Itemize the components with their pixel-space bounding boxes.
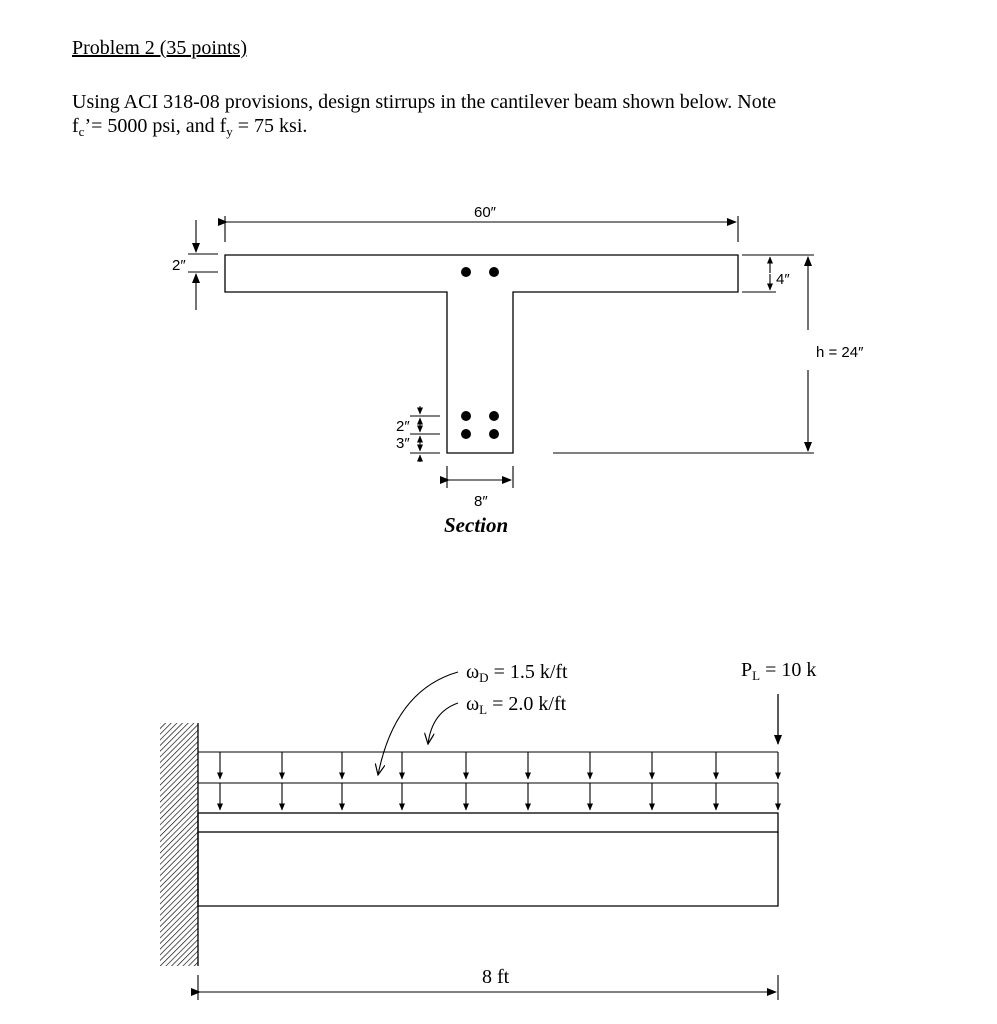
dim-top-cover bbox=[188, 220, 218, 310]
t-section bbox=[225, 255, 738, 453]
web-width-label: 8″ bbox=[474, 493, 488, 510]
dead-load-value: = 1.5 k/ft bbox=[488, 661, 568, 683]
cantilever-beam bbox=[198, 813, 778, 906]
section-caption: Section bbox=[444, 513, 509, 537]
distributed-loads bbox=[198, 752, 778, 783]
top-cover-label: 2″ bbox=[172, 257, 186, 274]
rebar-dot bbox=[461, 267, 471, 277]
dead-load-label bbox=[466, 661, 568, 685]
bottom-cover-label: 3″ bbox=[396, 435, 410, 452]
dead-load-leader bbox=[378, 672, 458, 775]
rebar-dot bbox=[489, 411, 499, 421]
top-bars bbox=[461, 267, 499, 277]
rebar-dot bbox=[461, 429, 471, 439]
beam-web bbox=[198, 832, 778, 906]
point-load-sub: L bbox=[752, 668, 761, 683]
statement-intro: Using ACI 318-08 provisions, design stirrups in the cantilever beam shown below. Note bbox=[72, 91, 777, 113]
point-load-symbol: P bbox=[741, 659, 753, 681]
rebar-dot bbox=[489, 267, 499, 277]
rebar-dot bbox=[461, 411, 471, 421]
fc-subscript: c bbox=[78, 124, 85, 139]
dim-web-width bbox=[447, 466, 513, 488]
dead-load-sub: D bbox=[479, 670, 489, 685]
live-load-label bbox=[466, 693, 567, 717]
flange-thickness-label: 4″ bbox=[776, 271, 790, 288]
fy-symbol: f bbox=[219, 115, 227, 137]
fixed-support-hatch bbox=[160, 723, 198, 966]
beam-flange bbox=[198, 813, 778, 832]
rebar-dot bbox=[489, 429, 499, 439]
live-load-leader bbox=[428, 703, 458, 744]
load-arrows bbox=[220, 752, 778, 810]
bottom-bars bbox=[461, 411, 499, 439]
flange-width-label: 60″ bbox=[474, 204, 496, 221]
dim-total-depth bbox=[553, 255, 814, 453]
problem-heading: Problem 2 (35 points) bbox=[72, 37, 247, 59]
total-depth-label: h = 24″ bbox=[816, 344, 864, 361]
live-load-value: = 2.0 k/ft bbox=[487, 693, 567, 715]
live-load-symbol: ω bbox=[466, 693, 480, 715]
point-load-value: = 10 k bbox=[760, 659, 817, 681]
span-label: 8 ft bbox=[482, 966, 510, 988]
live-load-sub: L bbox=[479, 702, 488, 717]
fc-symbol: f bbox=[72, 115, 79, 137]
bar-spacing-label: 2″ bbox=[396, 418, 410, 435]
t-beam-outline bbox=[225, 255, 738, 453]
dim-bar-spacing bbox=[410, 406, 440, 462]
fc-value: ’= 5000 psi, and bbox=[84, 115, 220, 137]
dead-load-symbol: ω bbox=[466, 661, 480, 683]
point-load-label bbox=[741, 659, 816, 683]
dim-flange-thickness bbox=[742, 255, 776, 292]
fy-value: = 75 ksi. bbox=[232, 115, 308, 137]
fy-subscript: y bbox=[226, 124, 233, 139]
